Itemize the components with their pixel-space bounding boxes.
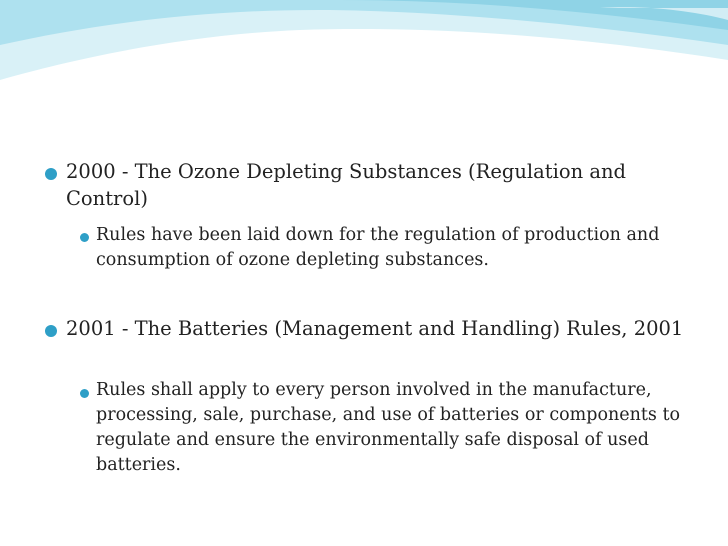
sub-bullet-icon bbox=[80, 389, 89, 398]
bullet-item-batteries: 2001 - The Batteries (Management and Handling) Rules, 2001 bbox=[66, 317, 684, 340]
bullet-item-ozone: 2000 - The Ozone Depleting Substances (Regulation and Control) bbox=[66, 160, 627, 210]
sub-bullet-ozone-rules: Rules have been laid down for the regulation of production and consumption of ozone depleting substances. bbox=[96, 225, 660, 270]
bullet-icon bbox=[45, 325, 57, 337]
sub-bullet-icon bbox=[80, 233, 89, 242]
bullet-icon bbox=[45, 168, 57, 180]
sub-bullet-batteries-rules: Rules shall apply to every person involved in the manufacture, processing, sale, purchase, and use of batteries or components to regulate and ensure the environmentally safe disposal of used batteries. bbox=[96, 380, 681, 475]
